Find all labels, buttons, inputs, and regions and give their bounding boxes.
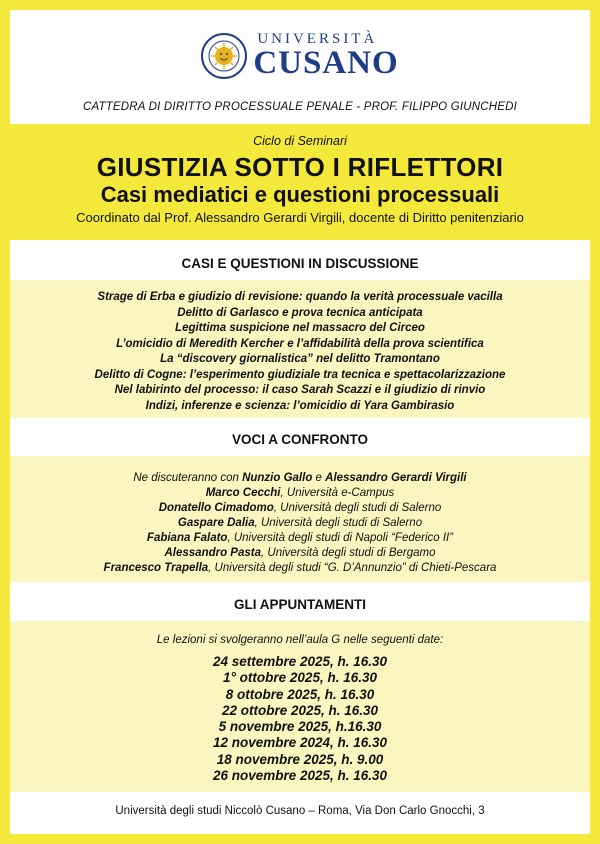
schedule-intro: Le lezioni si svolgeranno nell’aula G nelle seguenti date: <box>156 634 444 646</box>
frame-bottom <box>0 834 600 844</box>
frame-right <box>590 0 600 844</box>
date-item: 1° ottobre 2025, h. 16.30 <box>223 670 377 686</box>
speaker-name: Francesco Trapella <box>103 562 209 574</box>
frame-left <box>0 0 10 844</box>
page-title: GIUSTIZIA SOTTO I RIFLETTORI <box>96 152 504 182</box>
speaker-name: Alessandro Pasta <box>164 547 261 559</box>
voices-intro <box>10 471 590 486</box>
cases-panel <box>10 280 590 418</box>
date-item: 26 novembre 2025, h. 16.30 <box>212 768 388 784</box>
cycle-label: Ciclo di Seminari <box>253 134 347 148</box>
university-wordmark <box>253 32 398 80</box>
cases-heading: CASI E QUESTIONI IN DISCUSSIONE <box>181 256 419 271</box>
date-item: 18 novembre 2025, h. 9.00 <box>216 751 384 767</box>
date-item: 12 novembre 2024, h. 16.30 <box>212 735 388 751</box>
footer-address: Università degli studi Niccolò Cusano – Roma, Via Don Carlo Gnocchi, 3 <box>115 805 485 817</box>
speaker-name: Fabiana Falato <box>146 532 228 544</box>
hero-banner <box>10 124 590 240</box>
wordmark-top: UNIVERSITÀ <box>257 31 378 47</box>
speaker-affiliation: , Università e-Campus <box>280 487 395 499</box>
voices-heading: VOCI A CONFRONTO <box>231 432 368 447</box>
chair-line: CATTEDRA DI DIRITTO PROCESSUALE PENALE - PROF. FILIPPO GIUNCHEDI <box>82 101 518 113</box>
voices-panel <box>10 456 590 582</box>
speaker-name: Donatello Cimadomo <box>158 502 274 514</box>
date-item: 8 ottobre 2025, h. 16.30 <box>225 686 375 702</box>
university-logo <box>0 26 600 86</box>
frame-top <box>0 0 600 10</box>
case-item: L’omicidio di Meredith Kercher e l’affidabilità della prova scientifica <box>116 337 484 350</box>
speaker-row <box>10 561 590 576</box>
date-item: 24 settembre 2025, h. 16.30 <box>212 654 388 669</box>
speaker-row <box>10 531 590 546</box>
case-item: Nel labirinto del processo: il caso Sarah Scazzi e il giudizio di rinvio <box>114 384 486 396</box>
speaker-row <box>10 546 590 561</box>
wordmark-main: CUSANO <box>253 45 399 81</box>
speaker-name: Gaspare Dalia <box>177 517 255 529</box>
speaker-name: Marco Cecchi <box>205 487 281 499</box>
case-item: Strage di Erba e giudizio di revisione: quando la verità processuale vacilla <box>97 291 503 303</box>
case-item: Delitto di Garlasco e prova tecnica anticipata <box>177 306 423 319</box>
date-item: 22 ottobre 2025, h. 16.30 <box>221 702 379 718</box>
speaker-affiliation: , Università degli studi di Napoli “Federico II” <box>227 532 454 544</box>
coordinator-line: Coordinato dal Prof. Alessandro Gerardi Virgili, docente di Diritto penitenziario <box>76 210 524 225</box>
speaker-row <box>10 486 590 501</box>
speaker-row <box>10 516 590 531</box>
case-item: Legittima suspicione nel massacro del Circeo <box>175 322 425 334</box>
case-item: La “discovery giornalistica” nel delitto Tramontano <box>160 353 440 365</box>
speaker-affiliation: , Università degli studi “G. D’Annunzio” di Chieti-Pescara <box>208 562 497 574</box>
speaker-affiliation: , Università degli studi di Salerno <box>273 502 442 514</box>
university-seal-icon <box>201 33 247 79</box>
speaker-affiliation: , Università degli studi di Salerno <box>254 517 423 529</box>
speaker-affiliation: , Università degli studi di Bergamo <box>261 547 436 559</box>
voices-intro-name-1: Nunzio Gallo <box>242 472 313 484</box>
voices-intro-and: e <box>312 472 326 484</box>
voices-intro-name-2: Alessandro Gerardi Virgili <box>325 472 467 484</box>
schedule-heading: GLI APPUNTAMENTI <box>234 597 366 612</box>
case-item: Indizi, inferenze e scienza: l’omicidio di Yara Gambirasio <box>145 399 455 412</box>
schedule-panel <box>10 621 590 792</box>
speaker-row <box>10 501 590 516</box>
date-item: 5 novembre 2025, h.16.30 <box>218 719 382 735</box>
page-subtitle: Casi mediatici e questioni processuali <box>100 182 500 207</box>
case-item: Delitto di Cogne: l’esperimento giudiziale tra tecnica e spettacolarizzazione <box>94 368 506 381</box>
voices-intro-prefix: Ne discuteranno con <box>133 472 243 484</box>
